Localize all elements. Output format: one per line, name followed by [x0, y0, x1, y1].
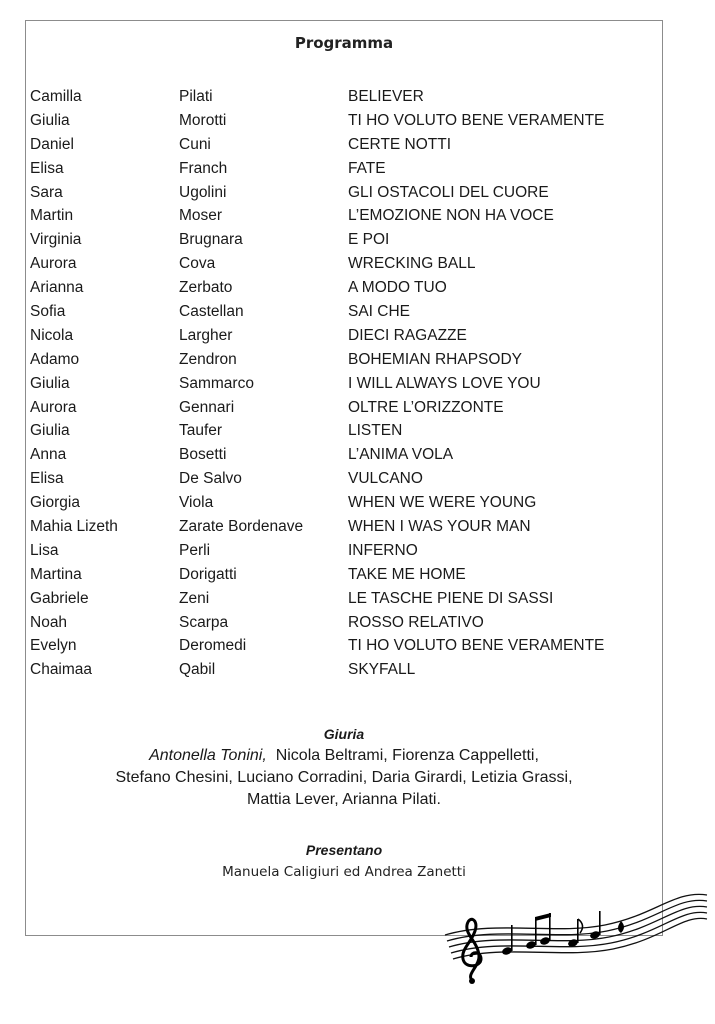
last-name: Ugolini [179, 183, 227, 201]
last-name: Brugnara [179, 231, 243, 249]
song-title: WRECKING BALL [348, 255, 476, 273]
first-name: Aurora [30, 398, 77, 416]
song-title: L’ANIMA VOLA [348, 446, 454, 464]
song-title: E POI [348, 231, 390, 249]
last-name: Largher [179, 326, 233, 344]
last-name: De Salvo [179, 470, 242, 488]
song-title: L’EMOZIONE NON HA VOCE [348, 207, 554, 225]
jury-members [26, 745, 662, 811]
song-title: I WILL ALWAYS LOVE YOU [348, 374, 541, 392]
presenters-names: Manuela Caligiuri ed Andrea Zanetti [222, 864, 466, 880]
last-name: Cova [179, 255, 216, 273]
first-name: Evelyn [30, 637, 77, 655]
song-title: GLI OSTACOLI DEL CUORE [348, 183, 549, 201]
first-name: Noah [30, 613, 68, 631]
last-name: Deromedi [179, 637, 247, 655]
first-name: Giulia [30, 374, 70, 392]
last-name: Viola [179, 494, 214, 512]
last-name: Scarpa [179, 613, 229, 631]
last-name: Cuni [179, 135, 211, 153]
first-name: Adamo [30, 350, 80, 368]
last-name: Morotti [179, 111, 227, 129]
first-name: Chaimaa [30, 661, 93, 679]
last-name: Taufer [179, 422, 223, 440]
last-name: Bosetti [179, 446, 227, 464]
last-name: Gennari [179, 398, 235, 416]
song-title: FATE [348, 159, 386, 177]
last-name: Zendron [179, 350, 237, 368]
last-name: Zerbato [179, 279, 233, 297]
first-name: Giulia [30, 422, 70, 440]
first-name: Sara [30, 183, 63, 201]
first-name: Martina [30, 565, 82, 583]
jury-line-3: Mattia Lever, Arianna Pilati. [247, 791, 441, 808]
song-title: DIECI RAGAZZE [348, 326, 467, 344]
song-title: CERTE NOTTI [348, 135, 452, 153]
song-title: ROSSO RELATIVO [348, 613, 484, 631]
first-name: Elisa [30, 470, 64, 488]
page-title: Programma [294, 34, 394, 52]
song-title: BELIEVER [348, 88, 424, 105]
song-title: BOHEMIAN RHAPSODY [348, 350, 522, 368]
last-name: Franch [179, 159, 228, 177]
music-staff-notes-icon [435, 885, 710, 990]
song-title: SKYFALL [348, 661, 416, 679]
first-name: Giulia [30, 111, 70, 129]
last-name: Dorigatti [179, 565, 237, 583]
first-name: Nicola [30, 326, 74, 344]
jury-line-2: Stefano Chesini, Luciano Corradini, Daria Girardi, Letizia Grassi, [115, 769, 573, 786]
last-name: Castellan [179, 303, 244, 321]
song-title: VULCANO [348, 470, 423, 488]
jury-president: Antonella Tonini, [149, 747, 267, 764]
last-name: Zeni [179, 589, 210, 607]
first-name: Gabriele [30, 589, 89, 607]
first-name: Lisa [30, 541, 59, 559]
first-name: Arianna [30, 279, 84, 297]
song-title: OLTRE L’ORIZZONTE [348, 398, 504, 416]
last-name: Zarate Bordenave [179, 518, 304, 536]
jury-line-1 [26, 745, 662, 767]
first-name: Virginia [30, 231, 82, 249]
first-name: Daniel [30, 135, 74, 153]
song-title: SAI CHE [348, 303, 411, 321]
last-name: Qabil [179, 661, 216, 679]
first-name: Giorgia [30, 494, 80, 512]
last-name: Perli [179, 541, 211, 559]
last-name: Sammarco [179, 374, 254, 392]
song-title: LE TASCHE PIENE DI SASSI [348, 589, 554, 607]
first-name: Mahia Lizeth [30, 518, 118, 536]
first-name: Elisa [30, 159, 64, 177]
jury-heading: Giuria [323, 726, 365, 742]
song-title: INFERNO [348, 541, 418, 559]
presenters-heading: Presentano [305, 842, 383, 858]
song-title: TAKE ME HOME [348, 565, 466, 583]
last-name: Moser [179, 207, 223, 225]
song-title: LISTEN [348, 422, 403, 440]
last-name: Pilati [179, 88, 213, 105]
song-title: WHEN WE WERE YOUNG [348, 494, 537, 512]
first-name: Camilla [30, 88, 82, 105]
song-title: TI HO VOLUTO BENE VERAMENTE [348, 111, 605, 129]
song-title: TI HO VOLUTO BENE VERAMENTE [348, 637, 605, 655]
first-name: Martin [30, 207, 74, 225]
jury-line-1-rest: Nicola Beltrami, Fiorenza Cappelletti, [275, 747, 539, 764]
first-name: Sofia [30, 303, 66, 321]
song-title: A MODO TUO [348, 279, 447, 297]
first-name: Aurora [30, 255, 77, 273]
program-sheet [25, 20, 663, 936]
first-name: Anna [30, 446, 67, 464]
song-title: WHEN I WAS YOUR MAN [348, 518, 531, 536]
